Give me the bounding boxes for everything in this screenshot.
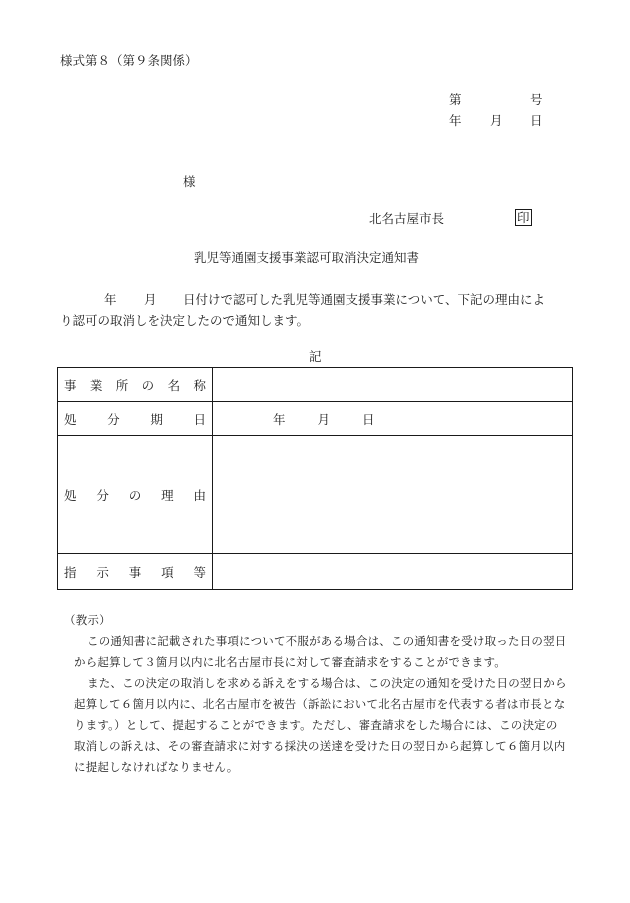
date-month: 月 — [317, 411, 331, 427]
addressee-suffix: 様 — [183, 174, 196, 189]
table-row — [58, 554, 573, 590]
disposition-reason-label: 処 分 の 理 由 — [58, 436, 213, 554]
body-month: 月 — [144, 292, 157, 307]
date-day: 日 — [362, 411, 375, 427]
document-title: 乳児等通園支援事業認可取消決定通知書 — [194, 250, 420, 265]
issuer-name: 北名古屋市長 — [369, 211, 445, 226]
ki-heading: 記 — [309, 349, 322, 364]
disposition-date-value — [213, 402, 573, 436]
table-row — [58, 368, 573, 402]
doc-number-prefix: 第 — [449, 92, 462, 107]
notice-heading: （教示） — [64, 613, 111, 627]
notice-line: ります。）として、提起することができます。ただし、審査請求をした場合には、この決定の — [74, 718, 558, 732]
disposition-date-label: 処 分 期 日 — [58, 402, 213, 436]
notice-line: 取消しの訴えは、その審査請求に対する採決の送達を受けた日の翌日から起算して６箇月以内 — [74, 739, 566, 753]
doc-number-suffix: 号 — [530, 92, 543, 107]
doc-date-month: 月 — [490, 113, 503, 128]
instructions-label: 指 示 事 項 等 — [58, 554, 213, 590]
body-line1: 日付けで認可した乳児等通園支援事業について、下記の理由によ — [183, 292, 546, 307]
doc-date-day: 日 — [530, 113, 543, 128]
body-year: 年 — [104, 292, 117, 307]
doc-date-year: 年 — [449, 113, 462, 128]
notice-line: 起算して６箇月以内に、北名古屋市を被告（訴訟において北名古屋市を代表する者は市長とな — [74, 697, 566, 711]
disposition-reason-value — [213, 436, 573, 554]
table-row — [58, 436, 573, 554]
record-table — [57, 367, 573, 590]
seal-mark — [515, 207, 532, 226]
date-year: 年 — [273, 411, 286, 427]
notice-line: また、この決定の取消しを求める訴えをする場合は、この決定の通知を受けた日の翌日から — [87, 676, 567, 690]
body-line2: り認可の取消しを決定したので通知します。 — [60, 313, 310, 328]
table-row — [58, 402, 573, 436]
seal-text: 印 — [517, 210, 530, 225]
notice-line: に提起しなければなりません。 — [74, 760, 239, 774]
notice-line: から起算して３箇月以内に北名古屋市長に対して審査請求をすることができます。 — [74, 655, 506, 669]
form-label: 様式第８（第９条関係） — [60, 53, 198, 68]
office-name-label: 事 業 所 の 名 称 — [58, 368, 213, 402]
notice-line: この通知書に記載された事項について不服がある場合は、この通知書を受け取った日の翌日 — [87, 634, 567, 648]
office-name-value — [213, 368, 573, 402]
instructions-value — [213, 554, 573, 590]
